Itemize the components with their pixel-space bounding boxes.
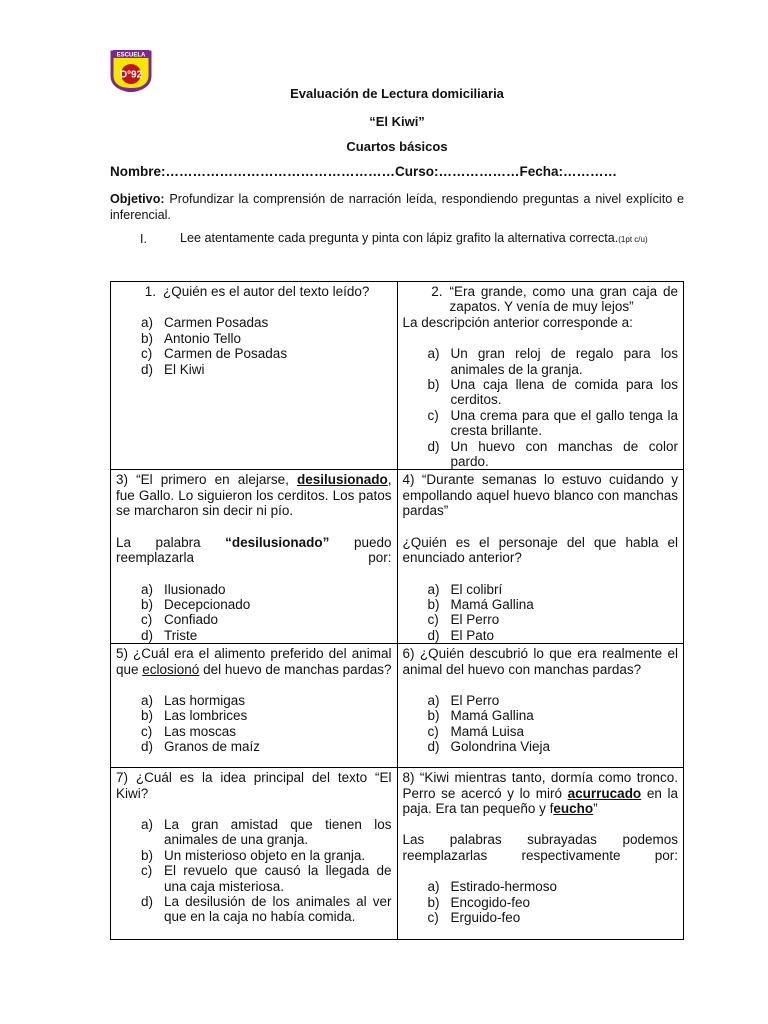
- objective-text: Profundizar la comprensión de narración leída, respondiendo preguntas a nivel explícito e inferencial.: [110, 192, 684, 222]
- q6-option-d[interactable]: [403, 739, 679, 754]
- option-letter: b): [141, 847, 154, 863]
- option-text: El Perro: [450, 612, 500, 628]
- q1-text: ¿Quién es el autor del texto leído?: [163, 284, 370, 299]
- question-4: [397, 470, 684, 644]
- q8-text-middle: en la paja. Era tan pequeño y f: [402, 785, 678, 816]
- q7-text: 7) ¿Cuál es la idea principal del texto “El Kiwi?: [116, 770, 392, 801]
- option-text: Las hormigas: [164, 692, 246, 708]
- q5-keyword: eclosionó: [142, 661, 200, 677]
- option-letter: d): [141, 893, 154, 909]
- q8-keyword-1: acurrucado: [567, 785, 642, 801]
- q4-text: 4) “Durante semanas lo estuvo cuidando y empollando aquel huevo blanco con manchas pardas”: [402, 472, 678, 519]
- q3-option-a[interactable]: [116, 582, 392, 597]
- q2-prompt: La descripción anterior corresponde a:: [402, 314, 633, 330]
- q3-prompt-start: La palabra: [116, 534, 226, 550]
- option-letter: d): [141, 739, 154, 755]
- q7-option-c[interactable]: [116, 863, 392, 894]
- q5-option-b[interactable]: [116, 708, 392, 723]
- q8-text-start: 8) “Kiwi mientras tanto, dormía como tronco. Perro se acercó y lo miró: [402, 770, 678, 801]
- option-letter: c): [427, 909, 439, 925]
- questions-table: [110, 281, 684, 940]
- option-text: Las lombrices: [164, 708, 248, 724]
- q1-option-c[interactable]: [116, 346, 392, 361]
- q7-option-d[interactable]: [116, 894, 392, 925]
- q3-option-d[interactable]: [116, 628, 392, 643]
- q5-text: [116, 646, 392, 677]
- q2-option-a[interactable]: [403, 346, 679, 377]
- q3-text-start: 3) “El primero en alejarse,: [116, 472, 297, 488]
- instruction-number: I.: [140, 232, 147, 246]
- option-letter: c): [427, 407, 439, 423]
- option-text: Las moscas: [164, 723, 237, 739]
- logo-top-text: ESCUELA: [116, 52, 146, 59]
- q1-option-a[interactable]: [116, 315, 392, 330]
- question-1: [111, 282, 398, 470]
- q1-option-b[interactable]: [116, 331, 392, 346]
- option-letter: a): [427, 692, 440, 708]
- option-text: El revuelo que causó la llegada de una caja misteriosa.: [164, 863, 392, 894]
- option-letter: a): [427, 879, 440, 895]
- option-letter: a): [427, 346, 440, 362]
- q4-option-b[interactable]: [403, 597, 679, 612]
- option-letter: b): [141, 708, 154, 724]
- option-text: Carmen de Posadas: [164, 346, 288, 362]
- option-text: Golondrina Vieja: [450, 739, 551, 755]
- q2-option-d[interactable]: [403, 439, 679, 470]
- option-letter: a): [141, 692, 154, 708]
- option-text: Antonio Tello: [164, 330, 242, 346]
- q1-option-d[interactable]: [116, 362, 392, 377]
- option-text: Mamá Gallina: [450, 596, 534, 612]
- option-letter: b): [141, 330, 154, 346]
- q3-text-end: , fue Gallo. Lo siguieron los cerditos. Los patos se marcharon sin decir ni pío.: [116, 472, 392, 519]
- q8-option-b[interactable]: [403, 895, 679, 910]
- option-letter: d): [427, 627, 440, 643]
- q5-option-d[interactable]: [116, 739, 392, 754]
- option-text: Una crema para que el gallo tenga la cresta brillante.: [450, 407, 678, 439]
- option-text: Una caja llena de comida para los cerditos.: [450, 377, 678, 408]
- option-letter: b): [427, 377, 440, 393]
- student-info-line: Nombre:……………………………………………Curso:………………Fecha:…………: [110, 164, 618, 179]
- q3-text: [116, 472, 392, 518]
- option-text: Un misterioso objeto en la granja.: [164, 847, 366, 863]
- q3-prompt-end: puedo reemplazarla por:: [116, 534, 392, 566]
- option-text: El Kiwi: [164, 361, 205, 377]
- instruction-points: (1pt c/u): [618, 235, 648, 244]
- q3-prompt-keyword: “desilusionado”: [225, 534, 330, 550]
- question-3: [111, 470, 398, 644]
- option-text: Ilusionado: [164, 581, 226, 597]
- option-text: Estirado-hermoso: [450, 879, 558, 895]
- question-7: [111, 768, 398, 940]
- option-text: Mamá Luisa: [450, 723, 525, 739]
- option-letter: c): [141, 723, 153, 739]
- q8-keyword-2: eucho: [553, 800, 594, 816]
- option-letter: c): [141, 346, 153, 362]
- objective: [110, 191, 684, 223]
- q1-number: 1.: [144, 284, 156, 299]
- option-letter: a): [427, 581, 440, 597]
- option-letter: a): [141, 581, 154, 597]
- objective-label: Objetivo:: [110, 192, 165, 206]
- instruction-text: Lee atentamente cada pregunta y pinta con lápiz grafito la alternativa correcta.: [180, 231, 619, 245]
- question-6: [397, 644, 684, 768]
- page-title: Evaluación de Lectura domiciliaria: [290, 86, 504, 101]
- option-letter: d): [427, 739, 440, 755]
- q8-option-c[interactable]: [403, 910, 679, 925]
- option-letter: a): [141, 315, 154, 331]
- option-text: Carmen Posadas: [164, 315, 269, 331]
- logo-number: D°92: [119, 69, 143, 81]
- q2-option-b[interactable]: [403, 377, 679, 408]
- q5-option-a[interactable]: [116, 693, 392, 708]
- question-2: [397, 282, 684, 470]
- option-text: Decepcionado: [164, 596, 251, 612]
- option-letter: b): [427, 596, 440, 612]
- option-letter: d): [141, 361, 154, 377]
- q5-text-end: del huevo de manchas pardas?: [199, 661, 392, 677]
- q3-option-c[interactable]: [116, 612, 392, 627]
- q6-option-b[interactable]: [403, 708, 679, 723]
- option-letter: c): [141, 612, 153, 628]
- option-text: Granos de maíz: [164, 739, 261, 755]
- q6-option-c[interactable]: [403, 724, 679, 739]
- option-text: El Pato: [450, 627, 495, 643]
- option-text: La desilusión de los animales al ver que en la caja no había comida.: [164, 893, 392, 925]
- option-letter: c): [427, 612, 439, 628]
- q3-keyword: desilusionado: [296, 472, 388, 488]
- option-text: Triste: [164, 627, 198, 643]
- option-text: La gran amistad que tienen los animales de una granja.: [164, 816, 392, 848]
- q5-option-c[interactable]: [116, 724, 392, 739]
- q8-prompt: Las palabras subrayadas podemos reemplazarlas respectivamente por:: [402, 832, 678, 863]
- question-8: [397, 768, 684, 940]
- q4-option-a[interactable]: [403, 582, 679, 597]
- option-letter: b): [427, 708, 440, 724]
- q2-text: “Era grande, como una gran caja de zapatos. Y venía de muy lejos”: [449, 284, 678, 315]
- q5-text-start: 5) ¿Cuál era el alimento preferido del animal que: [116, 646, 392, 677]
- option-text: El Perro: [450, 692, 500, 708]
- q7-option-b[interactable]: [116, 848, 392, 863]
- q2-number: 2.: [431, 284, 443, 299]
- q4-option-c[interactable]: [403, 612, 679, 627]
- option-text: Mamá Gallina: [450, 708, 534, 724]
- level-title: Cuartos básicos: [346, 139, 448, 154]
- option-text: Confiado: [164, 612, 219, 628]
- q8-text-end: ”: [593, 800, 598, 816]
- option-letter: d): [141, 627, 154, 643]
- q6-text: 6) ¿Quién descubrió lo que era realmente el animal del huevo con manchas pardas?: [402, 646, 678, 677]
- q8-option-a[interactable]: [403, 879, 679, 894]
- q6-option-a[interactable]: [403, 693, 679, 708]
- option-letter: c): [427, 723, 439, 739]
- option-text: Erguido-feo: [450, 909, 521, 925]
- q4-option-d[interactable]: [403, 628, 679, 643]
- book-title: “El Kiwi”: [369, 114, 425, 129]
- q8-text: [403, 770, 679, 816]
- q4-prompt: ¿Quién es el personaje del que habla el enunciado anterior?: [402, 534, 678, 566]
- option-letter: a): [141, 816, 154, 832]
- option-text: Un huevo con manchas de color pardo.: [450, 438, 678, 470]
- q3-prompt: [116, 535, 392, 566]
- option-text: El colibrí: [450, 581, 503, 597]
- option-text: Un gran reloj de regalo para los animales de la granja.: [450, 346, 678, 377]
- q7-option-a[interactable]: [116, 817, 392, 848]
- q3-option-b[interactable]: [116, 597, 392, 612]
- question-5: [111, 644, 398, 768]
- option-letter: d): [427, 438, 440, 454]
- option-text: Encogido-feo: [450, 894, 531, 910]
- option-letter: b): [141, 596, 154, 612]
- option-letter: b): [427, 894, 440, 910]
- option-letter: c): [141, 863, 153, 879]
- q2-option-c[interactable]: [403, 408, 679, 439]
